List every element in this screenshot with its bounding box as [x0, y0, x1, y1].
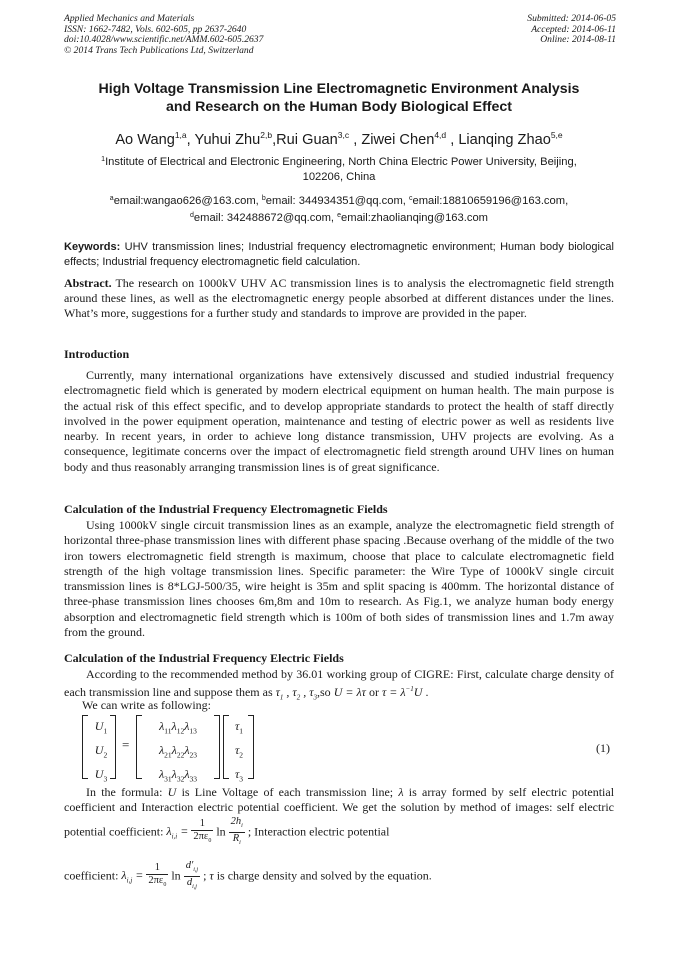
abstract — [64, 276, 614, 322]
email: email: 342488672@qq.com, — [193, 211, 335, 224]
journal-header — [64, 14, 263, 56]
keywords-label: Keywords: — [64, 241, 121, 253]
keywords — [64, 240, 614, 269]
tau-symbols: $\tau_1$ , $\tau_2$ , $\tau_3$ — [275, 685, 318, 702]
author: Yuhui Zhu — [194, 132, 261, 148]
equation-number: (1) — [596, 741, 610, 755]
abstract-label: Abstract. — [64, 276, 112, 290]
author: Ziwei Chen — [361, 132, 435, 148]
section-heading-em-fields: Calculation of the Industrial Frequency Electromagnetic Fields — [64, 502, 388, 516]
journal-name: Applied Mechanics and Materials — [64, 13, 195, 24]
author: Lianqing Zhao — [458, 132, 551, 148]
write-as-line: We can write as following: — [82, 698, 211, 712]
equation-inline-inverse: $\tau = \lambda^{-1}U$ — [381, 685, 423, 700]
email: email:18810659196@163.com, — [412, 195, 569, 207]
em-fields-paragraph: Using 1000kV single circuit transmission lines as an example, analyze the electromagnetic field strength of horizontal three-phase transmission lines with different phase spacing .Because overhang of the middle of the two iron towers electromagnetic field strength is maximum, choose that place to calculate electromagnetic field strength of the high voltage transmission lines. Specific parameter: the Wire Type of 1000kV single circuit transmission lines is 8*LGJ-500/35, wire height is 35m and split spacing is 400mm. The horizontal distance of three-phase transmission lines chooses 6m,8m and 10m to research. As Fig.1, we analyze human body energy absorption and electromagnetic field strength which is 100m of both sides of transmission lines and 1.7m away from the ground. — [64, 518, 614, 640]
section-heading-introduction: Introduction — [64, 347, 130, 361]
issn: ISSN: 1662-7482, Vols. 602-605, pp 2637-2640 — [64, 23, 247, 35]
paper-title: High Voltage Transmission Line Electromagnetic Environment Analysis and Research on the Human Body Biological Effect — [98, 81, 580, 115]
equation-inline: U = λτ — [333, 685, 366, 700]
affiliation: $^1$Institute of Electrical and Electronic Engineering, North China Electric Power University, Beijing, 102206, China — [101, 156, 577, 183]
abstract-text: The research on 1000kV UHV AC transmission lines is to analysis the electromagnetic field strength around these lines, as well as the electromagnetic energy people absorbed at different distances under the lines. What’s more, suggestions for a further study and standards to improve are provided in the paper. — [64, 276, 614, 321]
email: email:zhaolianqing@163.com — [341, 211, 488, 224]
email: email:wangao626@163.com, — [113, 195, 259, 207]
author-list: Ao Wang$^{1,a}$, Yuhui Zhu$^{2,b}$,Rui Guan$^{3,c}$ , Ziwei Chen$^{4,d}$ , Lianqing Zhao$^{5,e}$ — [115, 130, 563, 148]
electric-fields-paragraph: According to the recommended method by 36.01 working group of CIGRE: First, calculate charge density of each transmission line and suppose them as $\tau_1$ , $\tau_2$ , $\tau_3,so$ U = λτ or $\tau = \lambda^{-1}U$ . — [64, 667, 614, 702]
accepted-date: Accepted: 2014-06-11 — [531, 23, 616, 35]
dates-header — [527, 14, 616, 46]
keywords-text: UHV transmission lines; Industrial frequency electromagnetic environment; Human body biological effects; Industrial frequency electromagnetic field calculation. — [64, 241, 614, 268]
author: Rui Guan — [276, 132, 338, 148]
email-list: $^a$email:wangao626@163.com, $^b$email: 344934351@qq.com, $^c$email:18810659196@163.com, $^d$email: 342488672@qq.com, $^e$email:zhaolianqing@163.com — [109, 195, 569, 224]
online-date: Online: 2014-08-11 — [540, 34, 616, 46]
submitted-date: Submitted: 2014-06-05 — [527, 13, 616, 24]
interaction-coefficient-line: coefficient: $\lambda_{i,j}$ = $\frac{1}{2\pi\varepsilon_0}$ ln $\frac{d'_{i,j}}{d_{i,j}}$ ; τ is charge density and solved by the equation. — [64, 860, 432, 891]
section-heading-electric-fields: Calculation of the Industrial Frequency Electric Fields — [64, 651, 344, 665]
formula-explanation: In the formula: U is Line Voltage of each transmission line; λ is array formed by self electric potential coefficient and Interaction electric potential coefficient. We get the solution by method of images: self electric potential coefficient: $\lambda_{i,i}$ = $\frac{1}{2\pi\varepsilon_0}$ ln $\frac{2h_i}{R_i}$ ; Interaction electric potential — [64, 785, 615, 846]
copyright: © 2014 Trans Tech Publications Ltd, Switzerland — [64, 44, 254, 56]
email: email: 344934351@qq.com, — [265, 195, 406, 207]
author: Ao Wang — [115, 132, 175, 148]
doi: doi:10.4028/www.scientific.net/AMM.602-605.2637 — [64, 34, 264, 46]
introduction-paragraph: Currently, many international organizations have extensively discussed and studied industrial frequency electromagnetic field which is generated by modern electrical equipment on human health. The main purpose is the actual risk of this effect specific, and to develop appropriate standards to protect the health of staff directly involved in the power equipment operation, maintenance and testing of electric power as well as residents live nearby. In recent years, in order to achieve long distance transmission, UHV projects are evolving. As a consequence, legitimate concerns over the impact of electromagnetic field strength around UHV lines on human body and thus reasonably arranging transmission lines is of great significance. — [64, 368, 614, 474]
